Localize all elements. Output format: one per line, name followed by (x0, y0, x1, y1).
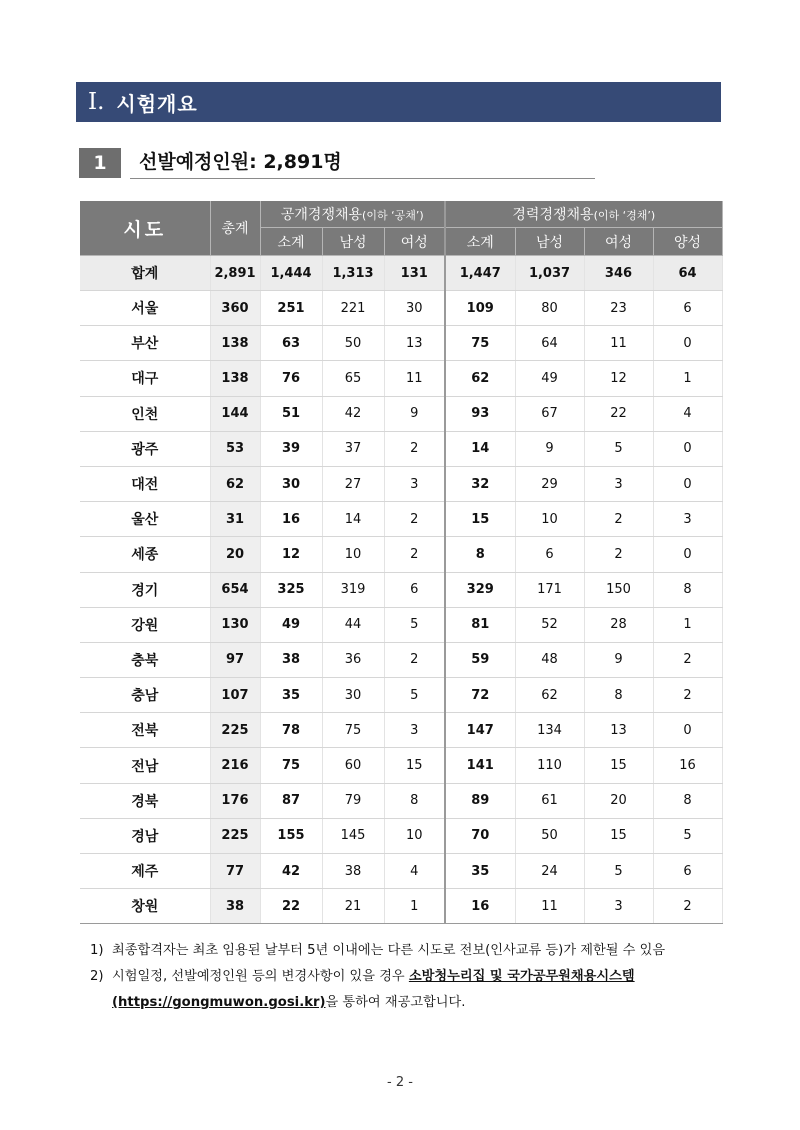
footnote-1-text: 최종합격자는 최초 임용된 날부터 5년 이내에는 다른 시도로 전보(인사교류 등)가 제한될 수 있음 (112, 943, 666, 958)
open-male-cell: 38 (322, 854, 384, 889)
open-female-cell: 15 (384, 748, 445, 783)
career-female-cell: 15 (584, 818, 653, 853)
career-female-cell: 2 (584, 502, 653, 537)
region-cell: 창원 (80, 889, 210, 924)
career-either-cell: 6 (653, 291, 722, 326)
open-female-cell: 1 (384, 889, 445, 924)
career-subtotal-cell: 15 (445, 502, 515, 537)
open-male-cell: 319 (322, 572, 384, 607)
total-cell: 20 (210, 537, 260, 572)
footnote-2-url-link[interactable]: (https://gongmuwon.gosi.kr) (112, 995, 326, 1010)
footnote-1 (90, 938, 730, 964)
career-male-cell: 48 (515, 642, 584, 677)
section-underline (130, 178, 595, 179)
career-female-cell: 3 (584, 889, 653, 924)
chapter-title: 시험개요 (116, 91, 198, 116)
career-either-cell: 0 (653, 326, 722, 361)
open-subtotal-cell: 325 (260, 572, 322, 607)
total-cell: 176 (210, 783, 260, 818)
region-cell: 광주 (80, 431, 210, 466)
career-male-cell: 67 (515, 396, 584, 431)
open-male-cell: 44 (322, 607, 384, 642)
table-row (80, 748, 722, 783)
open-subtotal-cell: 38 (260, 642, 322, 677)
career-female-cell: 13 (584, 713, 653, 748)
open-female-cell: 8 (384, 783, 445, 818)
career-male-cell: 110 (515, 748, 584, 783)
open-male-cell: 221 (322, 291, 384, 326)
chapter-number: Ⅰ. (88, 89, 105, 115)
open-male-cell: 145 (322, 818, 384, 853)
section-title: 선발예정인원: 2,891명 (139, 151, 342, 173)
career-either-cell: 6 (653, 854, 722, 889)
sub-header-cell: 소계 (260, 228, 322, 256)
open-male-cell: 1,313 (322, 256, 384, 291)
table-row (80, 361, 722, 396)
total-cell: 138 (210, 326, 260, 361)
footnote-2-number: 2) (90, 969, 104, 984)
open-female-cell: 9 (384, 396, 445, 431)
open-female-cell: 2 (384, 502, 445, 537)
open-female-cell: 2 (384, 642, 445, 677)
open-subtotal-cell: 75 (260, 748, 322, 783)
open-male-cell: 37 (322, 431, 384, 466)
career-female-cell: 5 (584, 431, 653, 466)
open-male-cell: 10 (322, 537, 384, 572)
total-cell: 360 (210, 291, 260, 326)
open-female-cell: 6 (384, 572, 445, 607)
career-subtotal-cell: 72 (445, 678, 515, 713)
open-female-cell: 2 (384, 431, 445, 466)
open-subtotal-cell: 76 (260, 361, 322, 396)
career-subtotal-cell: 1,447 (445, 256, 515, 291)
open-subtotal-cell: 87 (260, 783, 322, 818)
open-male-cell: 75 (322, 713, 384, 748)
open-female-cell: 13 (384, 326, 445, 361)
total-cell: 2,891 (210, 256, 260, 291)
open-recruitment-title: 공개경쟁채용 (280, 207, 363, 223)
career-either-cell: 2 (653, 642, 722, 677)
region-cell: 서울 (80, 291, 210, 326)
career-subtotal-cell: 70 (445, 818, 515, 853)
open-subtotal-cell: 12 (260, 537, 322, 572)
total-cell: 216 (210, 748, 260, 783)
career-either-cell: 2 (653, 889, 722, 924)
career-male-cell: 6 (515, 537, 584, 572)
region-cell: 세종 (80, 537, 210, 572)
career-male-cell: 29 (515, 466, 584, 501)
table-row (80, 396, 722, 431)
career-female-cell: 12 (584, 361, 653, 396)
career-female-cell: 11 (584, 326, 653, 361)
table-row (80, 818, 722, 853)
region-header: 시도 (80, 201, 210, 256)
career-female-cell: 23 (584, 291, 653, 326)
career-either-cell: 0 (653, 537, 722, 572)
open-male-cell: 79 (322, 783, 384, 818)
total-cell: 130 (210, 607, 260, 642)
career-subtotal-cell: 93 (445, 396, 515, 431)
career-subtotal-cell: 109 (445, 291, 515, 326)
career-male-cell: 52 (515, 607, 584, 642)
total-cell: 225 (210, 818, 260, 853)
region-cell: 울산 (80, 502, 210, 537)
table-row (80, 783, 722, 818)
career-subtotal-cell: 8 (445, 537, 515, 572)
total-cell: 144 (210, 396, 260, 431)
career-subtotal-cell: 75 (445, 326, 515, 361)
page-number: - 2 - (387, 1075, 413, 1090)
table-row (80, 431, 722, 466)
career-male-cell: 171 (515, 572, 584, 607)
career-either-cell: 5 (653, 818, 722, 853)
open-subtotal-cell: 251 (260, 291, 322, 326)
footnote-1-number: 1) (90, 943, 104, 958)
table-row (80, 572, 722, 607)
career-male-cell: 50 (515, 818, 584, 853)
table-row (80, 502, 722, 537)
table-total-row (80, 256, 722, 291)
table-row (80, 713, 722, 748)
table-row (80, 854, 722, 889)
table-row (80, 678, 722, 713)
table-row (80, 291, 722, 326)
career-either-cell: 0 (653, 466, 722, 501)
career-subtotal-cell: 81 (445, 607, 515, 642)
career-male-cell: 80 (515, 291, 584, 326)
career-female-cell: 20 (584, 783, 653, 818)
open-recruitment-header (260, 201, 445, 228)
open-female-cell: 4 (384, 854, 445, 889)
career-male-cell: 24 (515, 854, 584, 889)
total-cell: 77 (210, 854, 260, 889)
career-either-cell: 16 (653, 748, 722, 783)
career-subtotal-cell: 14 (445, 431, 515, 466)
total-cell: 138 (210, 361, 260, 396)
region-cell: 제주 (80, 854, 210, 889)
career-male-cell: 61 (515, 783, 584, 818)
region-cell: 대전 (80, 466, 210, 501)
open-subtotal-cell: 1,444 (260, 256, 322, 291)
total-cell: 107 (210, 678, 260, 713)
chapter-header (76, 82, 721, 122)
total-cell: 62 (210, 466, 260, 501)
career-subtotal-cell: 141 (445, 748, 515, 783)
open-male-cell: 21 (322, 889, 384, 924)
region-cell: 전북 (80, 713, 210, 748)
career-female-cell: 15 (584, 748, 653, 783)
total-cell: 654 (210, 572, 260, 607)
open-male-cell: 27 (322, 466, 384, 501)
career-male-cell: 49 (515, 361, 584, 396)
career-subtotal-cell: 147 (445, 713, 515, 748)
open-subtotal-cell: 16 (260, 502, 322, 537)
open-subtotal-cell: 63 (260, 326, 322, 361)
region-cell: 충북 (80, 642, 210, 677)
career-male-cell: 64 (515, 326, 584, 361)
sub-header-cell: 남성 (322, 228, 384, 256)
open-female-cell: 11 (384, 361, 445, 396)
open-male-cell: 60 (322, 748, 384, 783)
table-row (80, 607, 722, 642)
open-subtotal-cell: 30 (260, 466, 322, 501)
region-cell: 경남 (80, 818, 210, 853)
open-female-cell: 3 (384, 466, 445, 501)
footnote-2-pre: 시험일정, 선발예정인원 등의 변경사항이 있을 경우 (112, 969, 409, 984)
table-row (80, 466, 722, 501)
career-subtotal-cell: 62 (445, 361, 515, 396)
footnotes (90, 938, 730, 1016)
total-cell: 53 (210, 431, 260, 466)
career-female-cell: 3 (584, 466, 653, 501)
career-subtotal-cell: 89 (445, 783, 515, 818)
total-cell: 97 (210, 642, 260, 677)
total-cell: 31 (210, 502, 260, 537)
recruitment-quota-table (80, 201, 723, 924)
open-female-cell: 10 (384, 818, 445, 853)
sub-header-cell: 소계 (445, 228, 515, 256)
open-male-cell: 42 (322, 396, 384, 431)
career-either-cell: 4 (653, 396, 722, 431)
total-cell: 38 (210, 889, 260, 924)
region-cell: 부산 (80, 326, 210, 361)
table-row (80, 326, 722, 361)
career-subtotal-cell: 329 (445, 572, 515, 607)
open-female-cell: 2 (384, 537, 445, 572)
career-female-cell: 346 (584, 256, 653, 291)
open-male-cell: 50 (322, 326, 384, 361)
open-male-cell: 30 (322, 678, 384, 713)
open-subtotal-cell: 35 (260, 678, 322, 713)
open-male-cell: 65 (322, 361, 384, 396)
career-male-cell: 11 (515, 889, 584, 924)
region-cell: 합계 (80, 256, 210, 291)
region-cell: 인천 (80, 396, 210, 431)
career-either-cell: 3 (653, 502, 722, 537)
sub-header-cell: 양성 (653, 228, 722, 256)
open-subtotal-cell: 78 (260, 713, 322, 748)
sub-header-cell: 남성 (515, 228, 584, 256)
career-recruitment-title: 경력경쟁채용 (512, 207, 594, 223)
career-male-cell: 9 (515, 431, 584, 466)
career-male-cell: 62 (515, 678, 584, 713)
career-subtotal-cell: 32 (445, 466, 515, 501)
open-subtotal-cell: 42 (260, 854, 322, 889)
footnote-2-post: 을 통하여 재공고합니다. (325, 995, 466, 1010)
open-recruitment-subtitle: (이하 ‘공채’) (362, 209, 424, 222)
career-either-cell: 1 (653, 607, 722, 642)
footnote-2 (90, 964, 730, 1016)
sub-header-cell: 여성 (384, 228, 445, 256)
career-recruitment-subtitle: (이하 ‘경채’) (593, 209, 656, 222)
table-row (80, 537, 722, 572)
open-subtotal-cell: 39 (260, 431, 322, 466)
career-either-cell: 8 (653, 572, 722, 607)
career-subtotal-cell: 35 (445, 854, 515, 889)
career-recruitment-header (445, 201, 722, 228)
region-cell: 경기 (80, 572, 210, 607)
open-male-cell: 14 (322, 502, 384, 537)
sub-header-cell: 여성 (584, 228, 653, 256)
total-cell: 225 (210, 713, 260, 748)
career-either-cell: 0 (653, 713, 722, 748)
total-header: 총계 (210, 201, 260, 256)
open-female-cell: 30 (384, 291, 445, 326)
career-female-cell: 22 (584, 396, 653, 431)
table-row (80, 642, 722, 677)
career-female-cell: 8 (584, 678, 653, 713)
career-female-cell: 9 (584, 642, 653, 677)
open-female-cell: 3 (384, 713, 445, 748)
table-row (80, 889, 722, 924)
career-male-cell: 1,037 (515, 256, 584, 291)
career-either-cell: 8 (653, 783, 722, 818)
region-cell: 강원 (80, 607, 210, 642)
open-subtotal-cell: 49 (260, 607, 322, 642)
open-male-cell: 36 (322, 642, 384, 677)
career-subtotal-cell: 59 (445, 642, 515, 677)
section-number: 1 (79, 148, 121, 178)
career-female-cell: 2 (584, 537, 653, 572)
career-subtotal-cell: 16 (445, 889, 515, 924)
open-subtotal-cell: 22 (260, 889, 322, 924)
region-cell: 대구 (80, 361, 210, 396)
career-male-cell: 10 (515, 502, 584, 537)
career-either-cell: 64 (653, 256, 722, 291)
career-male-cell: 134 (515, 713, 584, 748)
open-female-cell: 5 (384, 607, 445, 642)
career-either-cell: 2 (653, 678, 722, 713)
footnote-2-text (112, 964, 730, 1016)
open-subtotal-cell: 51 (260, 396, 322, 431)
open-subtotal-cell: 155 (260, 818, 322, 853)
career-female-cell: 5 (584, 854, 653, 889)
career-either-cell: 1 (653, 361, 722, 396)
career-female-cell: 28 (584, 607, 653, 642)
open-female-cell: 131 (384, 256, 445, 291)
career-either-cell: 0 (653, 431, 722, 466)
career-female-cell: 150 (584, 572, 653, 607)
footnote-2-site-link[interactable]: 소방청누리집 및 국가공무원채용시스템 (408, 969, 635, 984)
region-cell: 전남 (80, 748, 210, 783)
region-cell: 경북 (80, 783, 210, 818)
region-cell: 충남 (80, 678, 210, 713)
open-female-cell: 5 (384, 678, 445, 713)
